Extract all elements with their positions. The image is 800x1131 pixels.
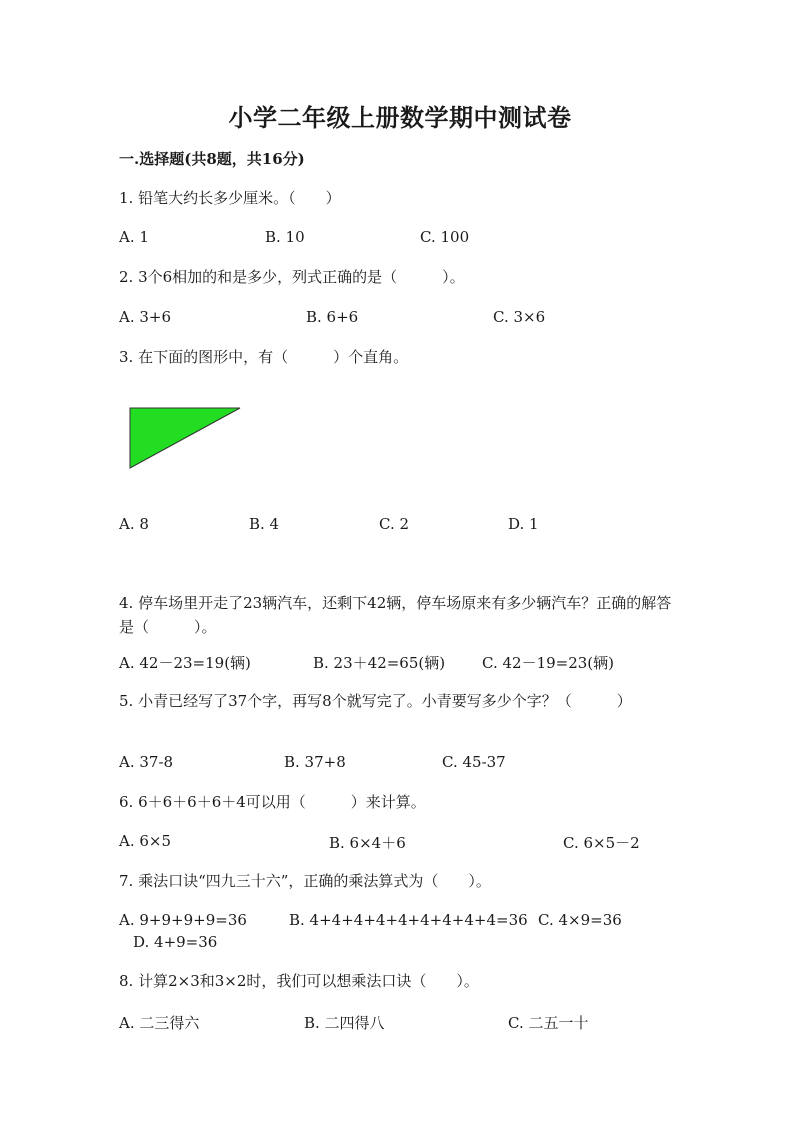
q4-option-c: C. 42－19=23(辆) [482, 654, 615, 672]
q3-option-b: B. 4 [249, 515, 280, 533]
question-6: 6. 6＋6＋6＋6＋4可以用（ ）来计算。 [119, 793, 426, 811]
right-triangle-figure [128, 406, 244, 472]
q5-option-c: C. 45-37 [442, 753, 506, 771]
question-4: 4. 停车场里开走了23辆汽车，还剩下42辆，停车场原来有多少辆汽车？正确的解答是（ ）。 [119, 594, 672, 636]
question-8: 8. 计算2×3和3×2时，我们可以想乘法口诀（ ）。 [119, 972, 479, 990]
q1-option-c: C. 100 [420, 228, 470, 246]
q7-option-c: C. 4×9=36 [538, 911, 622, 929]
q5-option-b: B. 37+8 [284, 753, 346, 771]
q7-option-b: B. 4+4+4+4+4+4+4+4+4=36 [289, 911, 528, 929]
question-3: 3. 在下面的图形中，有（ ）个直角。 [119, 348, 409, 366]
q3-option-c: C. 2 [379, 515, 410, 533]
q6-option-b: B. 6×4＋6 [329, 834, 406, 852]
q6-option-c: C. 6×5－2 [563, 834, 640, 852]
q5-option-a: A. 37-8 [119, 753, 174, 771]
q4-option-b: B. 23＋42=65(辆) [313, 654, 446, 672]
q8-option-c: C. 二五一十 [508, 1014, 589, 1032]
section-header: 一.选择题(共8题，共16分) [119, 150, 305, 168]
question-1: 1. 铅笔大约长多少厘米。（ ） [119, 189, 341, 207]
q1-option-b: B. 10 [265, 228, 305, 246]
q7-option-d: D. 4+9=36 [133, 933, 218, 951]
q3-option-a: A. 8 [119, 515, 149, 533]
q6-option-a: A. 6×5 [119, 832, 172, 850]
question-5: 5. 小青已经写了37个字，再写8个就写完了。小青要写多少个字？（ ） [119, 692, 632, 710]
question-2: 2. 3个6相加的和是多少，列式正确的是（ ）。 [119, 268, 465, 286]
q3-option-d: D. 1 [508, 515, 539, 533]
page-title: 小学二年级上册数学期中测试卷 [228, 103, 572, 132]
q8-option-a: A. 二三得六 [119, 1014, 200, 1032]
q7-option-a: A. 9+9+9+9=36 [119, 911, 247, 929]
question-7: 7. 乘法口诀“四九三十六”，正确的乘法算式为（ ）。 [119, 872, 491, 890]
q2-option-a: A. 3+6 [119, 308, 172, 326]
q1-option-a: A. 1 [119, 228, 149, 246]
q2-option-c: C. 3×6 [493, 308, 546, 326]
q4-option-a: A. 42－23=19(辆) [119, 654, 251, 672]
q2-option-b: B. 6+6 [306, 308, 359, 326]
q8-option-b: B. 二四得八 [304, 1014, 385, 1032]
